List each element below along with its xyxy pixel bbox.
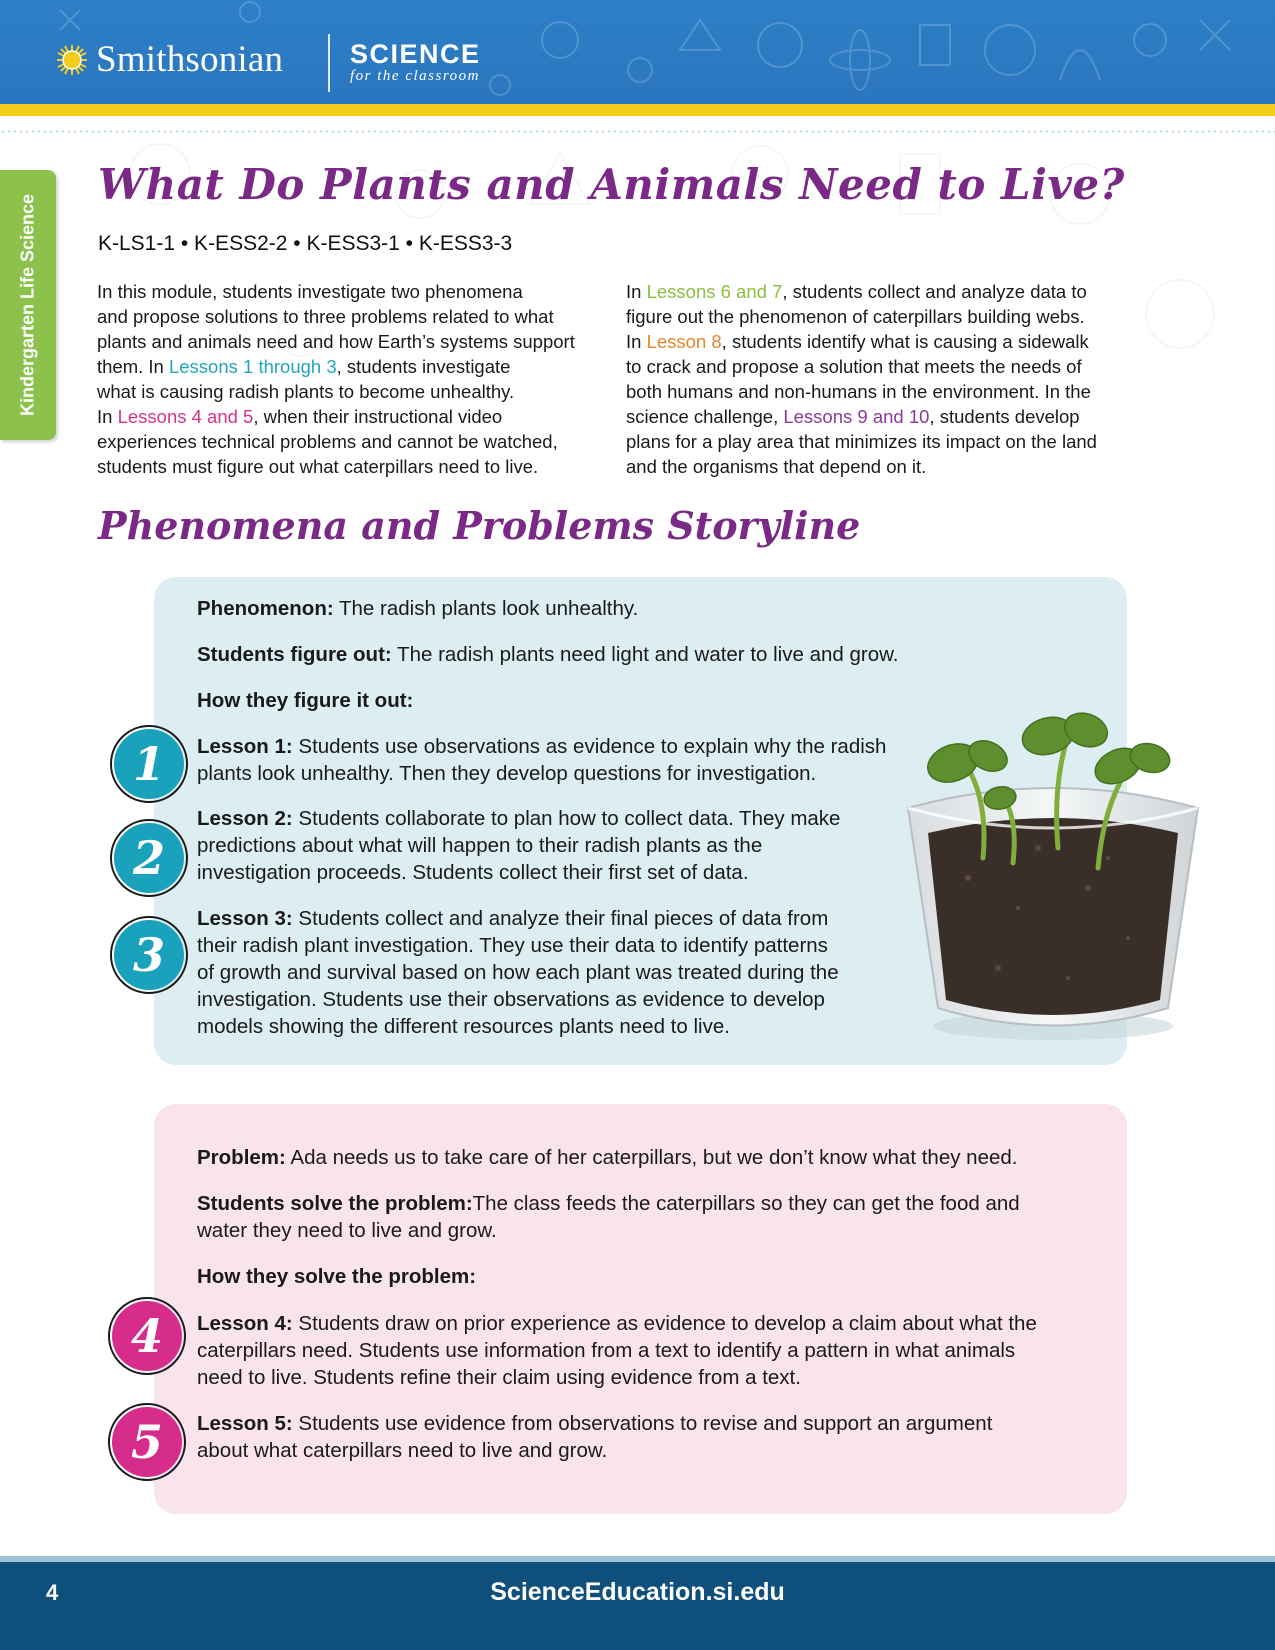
lessons-6-7-link: Lessons 6 and 7 (646, 281, 783, 302)
intro-left-column (97, 279, 597, 479)
lesson-8-link: Lesson 8 (646, 331, 722, 352)
intro-line: experiences technical problems and cannot be watched, (97, 431, 558, 452)
lesson-3-badge: 3 (110, 916, 188, 994)
science-logo (350, 40, 481, 84)
intro-line: what is causing radish plants to become unhealthy. (97, 381, 515, 402)
intro-line: In Lessons 6 and 7, students collect and analyze data to (626, 281, 1087, 302)
header-banner (0, 0, 1275, 116)
lesson-4-badge: 4 (108, 1297, 186, 1375)
lesson-5-text: Lesson 5: Students use evidence from observations to revise and support an argument about what caterpillars need to live and grow. (197, 1412, 993, 1462)
lessons-4-5-link: Lessons 4 and 5 (117, 406, 254, 427)
logo-divider (328, 34, 330, 92)
module-side-tab (0, 170, 56, 440)
header-yellow-stripe (0, 104, 1275, 116)
science-wordmark: SCIENCE (350, 39, 481, 69)
standards-line: K-LS1-1 • K-ESS2-2 • K-ESS3-1 • K-ESS3-3 (98, 232, 513, 255)
intro-line: both humans and non-humans in the environment. In the (626, 381, 1091, 402)
section-title: Phenomena and Problems Storyline (98, 503, 861, 548)
lesson-4-text: Lesson 4: Students draw on prior experience as evidence to develop a claim about what the caterpillars need. Students use information from a text to identify a pattern in what animals need to live. Students refine their claim using evidence from a text. (197, 1312, 1037, 1389)
intro-right-column (626, 279, 1126, 479)
science-tagline: for the classroom (350, 68, 480, 84)
problem-line: Problem: Ada needs us to take care of her caterpillars, but we don’t know what they need. (197, 1146, 1018, 1169)
how-figure-heading: How they figure it out: (197, 689, 414, 712)
lesson-1-badge: 1 (110, 725, 188, 803)
intro-line: science challenge, Lessons 9 and 10, students develop (626, 406, 1080, 427)
intro-line: In Lesson 8, students identify what is causing a sidewalk (626, 331, 1089, 352)
intro-line: In this module, students investigate two phenomena (97, 281, 523, 302)
intro-line: students must figure out what caterpillars need to live. (97, 456, 539, 477)
phenomenon-line: Phenomenon: The radish plants look unhealthy. (197, 597, 639, 620)
side-tab-label: Kindergarten Life Science (17, 193, 38, 417)
lesson-3-text: Lesson 3: Students collect and analyze their final pieces of data from their radish plant investigation. They use their data to identify patterns of growth and survival based on how each plant was treated during the investigation. Students use their observations as evidence to develop models showing the different resources plants need to live. (197, 907, 839, 1038)
intro-line: and the organisms that depend on it. (626, 456, 927, 477)
page-number: 4 (46, 1580, 59, 1605)
intro-line: to crack and propose a solution that meets the needs of (626, 356, 1082, 377)
intro-line: figure out the phenomenon of caterpillars building webs. (626, 306, 1085, 327)
lessons-9-10-link: Lessons 9 and 10 (783, 406, 930, 427)
intro-line: them. In Lessons 1 through 3, students investigate (97, 356, 511, 377)
lesson-2-badge: 2 (110, 819, 188, 897)
solve-line: Students solve the problem:The class feeds the caterpillars so they can get the food and water they need to live and grow. (197, 1192, 1020, 1242)
intro-line: plants and animals need and how Earth’s systems support (97, 331, 575, 352)
footer-website-link[interactable]: ScienceEducation.si.edu (490, 1578, 785, 1606)
dotted-separator (0, 130, 1275, 133)
lesson-2-text: Lesson 2: Students collaborate to plan how to collect data. They make predictions about what will happen to their radish plants as the investigation proceeds. Students collect their first set of data. (197, 807, 841, 884)
lesson-1-text: Lesson 1: Students use observations as evidence to explain why the radish plants look unhealthy. Then they develop questions for investigation. (197, 735, 887, 785)
smithsonian-logo (56, 38, 283, 81)
intro-line: plans for a play area that minimizes its impact on the land (626, 431, 1097, 452)
brand-name: Smithsonian (96, 39, 284, 80)
figure-out-line: Students figure out: The radish plants need light and water to live and grow. (197, 643, 899, 666)
how-solve-heading: How they solve the problem: (197, 1265, 477, 1288)
lessons-1-3-link: Lessons 1 through 3 (168, 356, 337, 377)
page-title: What Do Plants and Animals Need to Live? (98, 160, 1125, 209)
radish-plant-cup-image (888, 708, 1218, 1048)
smithsonian-sun-icon (56, 44, 88, 76)
intro-line: In Lessons 4 and 5, when their instructional video (97, 406, 503, 427)
lesson-5-badge: 5 (108, 1403, 186, 1481)
intro-line: and propose solutions to three problems related to what (97, 306, 554, 327)
